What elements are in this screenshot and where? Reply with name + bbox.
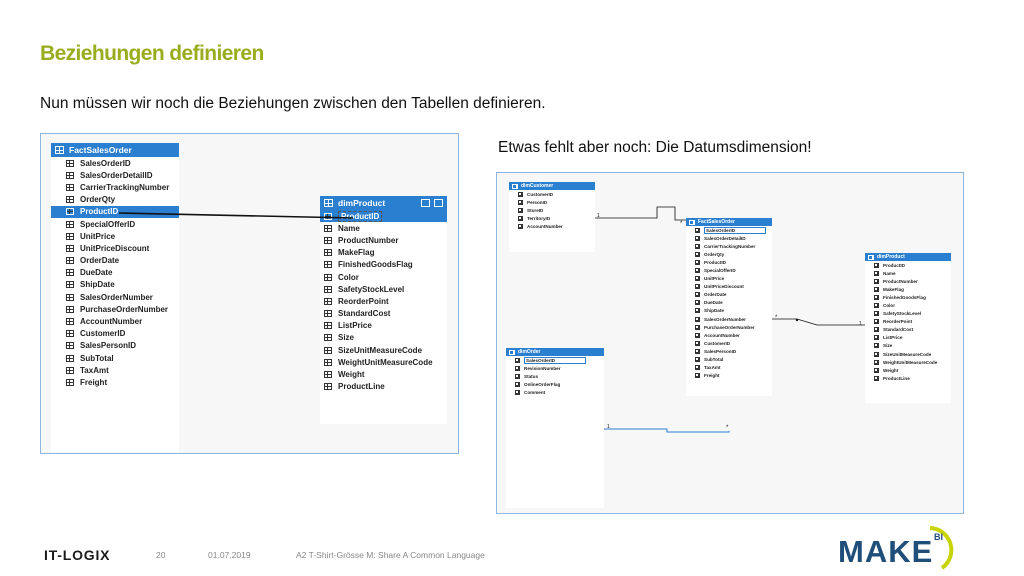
column-name: ProductID bbox=[80, 207, 119, 217]
cardinality-one: 1 bbox=[859, 321, 862, 327]
column-name: Freight bbox=[80, 377, 108, 387]
column-icon bbox=[518, 200, 523, 205]
column-name: SalesOrderID bbox=[704, 227, 766, 234]
column-icon bbox=[695, 317, 700, 322]
column-list bbox=[865, 261, 951, 382]
column-icon bbox=[874, 343, 879, 348]
column-name: FinishedGoodsFlag bbox=[883, 294, 926, 300]
column-row[interactable] bbox=[509, 198, 595, 206]
column-name: Weight bbox=[883, 367, 899, 373]
intro-text: Nun müssen wir noch die Beziehungen zwischen den Tabellen definieren. bbox=[40, 95, 546, 112]
column-icon bbox=[695, 373, 700, 378]
column-icon bbox=[695, 228, 700, 233]
column-name: RevisionNumber bbox=[524, 365, 561, 371]
column-row[interactable] bbox=[865, 277, 951, 285]
column-row[interactable] bbox=[686, 339, 772, 347]
column-name: Status bbox=[524, 373, 539, 379]
column-name: Color bbox=[338, 272, 359, 282]
column-name: CustomerID bbox=[80, 329, 126, 339]
column-name: DueDate bbox=[80, 268, 113, 278]
table-header[interactable] bbox=[506, 348, 604, 356]
column-name: UnitPrice bbox=[704, 276, 725, 282]
column-list bbox=[506, 356, 604, 396]
column-name: UnitPrice bbox=[80, 231, 116, 241]
column-row[interactable] bbox=[686, 323, 772, 331]
table-name: FactSalesOrder bbox=[69, 145, 132, 155]
column-row[interactable] bbox=[509, 214, 595, 222]
product-table[interactable] bbox=[865, 253, 951, 403]
column-name: WeightUnitMeasureCode bbox=[883, 359, 938, 365]
column-name: CustomerID bbox=[704, 340, 731, 346]
column-row[interactable] bbox=[686, 266, 772, 274]
column-row[interactable] bbox=[865, 358, 951, 366]
column-icon bbox=[515, 358, 520, 363]
table-name: dimProduct bbox=[338, 198, 386, 208]
column-icon bbox=[515, 374, 520, 379]
table-name: dimProduct bbox=[877, 254, 905, 260]
logo-bi: BI bbox=[934, 532, 943, 542]
column-icon bbox=[518, 208, 523, 213]
column-name: SubTotal bbox=[704, 357, 724, 363]
table-icon bbox=[689, 220, 695, 225]
column-name: StandardCost bbox=[338, 309, 391, 319]
column-row[interactable] bbox=[686, 226, 772, 234]
column-name: FinishedGoodsFlag bbox=[338, 260, 413, 270]
column-row[interactable] bbox=[506, 356, 604, 364]
column-icon bbox=[518, 224, 523, 229]
column-icon bbox=[518, 216, 523, 221]
column-name: SalesOrderID bbox=[524, 357, 586, 364]
column-list bbox=[686, 226, 772, 380]
column-row[interactable] bbox=[686, 299, 772, 307]
column-name: ProductID bbox=[883, 262, 905, 268]
column-name: CarrierTrackingNumber bbox=[704, 243, 756, 249]
column-icon bbox=[695, 284, 700, 289]
column-row[interactable] bbox=[865, 318, 951, 326]
column-row[interactable] bbox=[865, 366, 951, 374]
column-name: Color bbox=[883, 303, 895, 309]
table-name: dimCustomer bbox=[521, 183, 554, 189]
column-name: StandardCost bbox=[883, 327, 914, 333]
column-name: TerritoryID bbox=[527, 215, 551, 221]
column-row[interactable] bbox=[509, 206, 595, 214]
fact-table-right[interactable] bbox=[686, 218, 772, 396]
column-name: SpecialOfferID bbox=[704, 268, 736, 274]
column-name: OrderQty bbox=[704, 251, 725, 257]
column-row[interactable] bbox=[865, 374, 951, 382]
column-name: AccountNumber bbox=[80, 317, 143, 327]
slide-title: Beziehungen definieren bbox=[40, 42, 264, 65]
column-name: TaxAmt bbox=[704, 365, 721, 371]
column-name: ShipDate bbox=[704, 308, 724, 314]
column-icon bbox=[874, 360, 879, 365]
column-row[interactable] bbox=[865, 350, 951, 358]
column-name: UnitPriceDiscount bbox=[704, 284, 744, 290]
column-row[interactable] bbox=[506, 380, 604, 388]
column-icon bbox=[874, 303, 879, 308]
column-icon bbox=[874, 295, 879, 300]
table-header[interactable] bbox=[686, 218, 772, 226]
column-name: PurchaseOrderNumber bbox=[704, 324, 755, 330]
column-name: CustomerID bbox=[527, 191, 554, 197]
column-name: MakeFlag bbox=[883, 286, 904, 292]
footer-date: 01.07.2019 bbox=[208, 550, 251, 560]
footer-text: A2 T-Shirt-Grösse M: Share A Common Language bbox=[296, 550, 485, 560]
column-row[interactable] bbox=[509, 190, 595, 198]
column-row[interactable] bbox=[686, 372, 772, 380]
column-row[interactable] bbox=[865, 269, 951, 277]
column-name: SubTotal bbox=[80, 353, 114, 363]
column-name: SpecialOfferID bbox=[80, 219, 136, 229]
column-row[interactable] bbox=[686, 347, 772, 355]
table-name: FactSalesOrder bbox=[698, 219, 735, 225]
make-bi-logo bbox=[838, 524, 966, 572]
column-icon bbox=[874, 319, 879, 324]
column-name: SalesOrderDetailID bbox=[80, 170, 153, 180]
column-row[interactable] bbox=[686, 250, 772, 258]
column-row[interactable] bbox=[686, 283, 772, 291]
column-row[interactable] bbox=[865, 310, 951, 318]
column-name: SalesOrderID bbox=[80, 158, 131, 168]
column-icon bbox=[695, 349, 700, 354]
order-table[interactable] bbox=[506, 348, 604, 508]
column-icon bbox=[874, 335, 879, 340]
column-name: OrderDate bbox=[80, 256, 120, 266]
column-name: SizeUnitMeasureCode bbox=[338, 345, 423, 355]
column-name: Size bbox=[883, 343, 893, 349]
column-icon bbox=[874, 376, 879, 381]
column-icon bbox=[695, 244, 700, 249]
column-icon bbox=[695, 260, 700, 265]
column-name: ReorderPoint bbox=[338, 296, 389, 306]
column-icon bbox=[695, 300, 700, 305]
column-icon bbox=[695, 308, 700, 313]
column-name: ReorderPoint bbox=[883, 319, 913, 325]
column-name: OrderQty bbox=[80, 195, 116, 205]
column-name: StoreID bbox=[527, 207, 544, 213]
column-name: MakeFlag bbox=[338, 248, 375, 258]
logo-word: MAKE bbox=[838, 534, 934, 569]
column-icon bbox=[874, 311, 879, 316]
left-screenshot bbox=[40, 133, 459, 454]
column-icon bbox=[874, 279, 879, 284]
column-row[interactable] bbox=[865, 334, 951, 342]
column-row[interactable] bbox=[686, 315, 772, 323]
column-list bbox=[509, 190, 595, 230]
table-header[interactable] bbox=[509, 182, 595, 190]
table-icon bbox=[868, 255, 874, 260]
column-icon bbox=[695, 236, 700, 241]
column-icon bbox=[515, 382, 520, 387]
column-row[interactable] bbox=[506, 364, 604, 372]
column-icon bbox=[695, 341, 700, 346]
customer-table[interactable] bbox=[509, 182, 595, 252]
column-name: ShipDate bbox=[80, 280, 115, 290]
cardinality-many: * bbox=[775, 315, 778, 321]
table-icon bbox=[512, 184, 518, 189]
table-icon bbox=[509, 350, 515, 355]
column-row[interactable] bbox=[865, 342, 951, 350]
column-name: ProductLine bbox=[883, 375, 910, 381]
column-name: TaxAmt bbox=[80, 365, 109, 375]
column-name: Freight bbox=[704, 373, 720, 379]
cardinality-many: * bbox=[680, 221, 683, 227]
column-name: Comment bbox=[524, 389, 546, 395]
column-row[interactable] bbox=[686, 364, 772, 372]
column-name: ProductNumber bbox=[883, 278, 918, 284]
cardinality-one: 1 bbox=[607, 424, 610, 430]
column-icon bbox=[874, 352, 879, 357]
column-name: PurchaseOrderNumber bbox=[80, 304, 169, 314]
column-name: ListPrice bbox=[338, 321, 372, 331]
column-icon bbox=[874, 287, 879, 292]
column-name: SafetyStockLevel bbox=[338, 284, 405, 294]
column-icon bbox=[695, 365, 700, 370]
column-row[interactable] bbox=[686, 356, 772, 364]
column-name: UnitPriceDiscount bbox=[80, 243, 150, 253]
column-row[interactable] bbox=[686, 275, 772, 283]
column-name: Size bbox=[338, 333, 355, 343]
cardinality-one: 1 bbox=[597, 213, 600, 219]
column-row[interactable] bbox=[865, 301, 951, 309]
footer-brand-logo: IT-LOGIX bbox=[44, 547, 111, 563]
column-row[interactable] bbox=[865, 261, 951, 269]
column-name: WeightUnitMeasureCode bbox=[338, 357, 433, 367]
column-name: CarrierTrackingNumber bbox=[80, 182, 170, 192]
subtitle-text: Etwas fehlt aber noch: Die Datumsdimension! bbox=[498, 139, 812, 156]
column-name: SizeUnitMeasureCode bbox=[883, 351, 932, 357]
column-name: SalesPersonID bbox=[80, 341, 137, 351]
column-name: OrderDate bbox=[704, 292, 727, 298]
column-name: OnlineOrderFlag bbox=[524, 381, 561, 387]
column-icon bbox=[695, 357, 700, 362]
column-name: ProductLine bbox=[338, 382, 385, 392]
page-number: 20 bbox=[156, 550, 166, 560]
right-screenshot bbox=[496, 172, 964, 514]
column-name: Weight bbox=[338, 370, 365, 380]
column-name: DueDate bbox=[704, 300, 723, 306]
column-row[interactable] bbox=[686, 242, 772, 250]
column-icon bbox=[695, 276, 700, 281]
column-icon bbox=[874, 368, 879, 373]
column-name: ProductID bbox=[338, 211, 382, 222]
table-name: dimOrder bbox=[518, 349, 541, 355]
column-name: SalesOrderNumber bbox=[80, 292, 153, 302]
column-name: SalesPersonID bbox=[704, 348, 737, 354]
column-row[interactable] bbox=[506, 372, 604, 380]
column-row[interactable] bbox=[686, 258, 772, 266]
column-name: ProductID bbox=[704, 259, 726, 265]
column-name: Name bbox=[883, 270, 896, 276]
column-icon bbox=[515, 390, 520, 395]
column-row[interactable] bbox=[686, 331, 772, 339]
column-icon bbox=[874, 271, 879, 276]
column-row[interactable] bbox=[865, 326, 951, 334]
column-icon bbox=[874, 327, 879, 332]
column-name: SalesOrderNumber bbox=[704, 316, 746, 322]
column-icon bbox=[695, 268, 700, 273]
column-name: PersonID bbox=[527, 199, 548, 205]
column-row[interactable] bbox=[509, 222, 595, 230]
column-row[interactable] bbox=[686, 291, 772, 299]
column-row[interactable] bbox=[506, 388, 604, 396]
column-name: Name bbox=[338, 223, 360, 233]
column-name: SafetyStockLevel bbox=[883, 311, 922, 317]
column-name: SalesOrderDetailID bbox=[704, 235, 746, 241]
column-icon bbox=[874, 263, 879, 268]
column-icon bbox=[518, 192, 523, 197]
column-name: AccountNumber bbox=[527, 223, 563, 229]
column-icon bbox=[515, 366, 520, 371]
column-row[interactable] bbox=[686, 234, 772, 242]
column-row[interactable] bbox=[865, 293, 951, 301]
column-icon bbox=[695, 333, 700, 338]
relationship-drag-line bbox=[41, 134, 459, 454]
column-row[interactable] bbox=[865, 285, 951, 293]
table-header[interactable] bbox=[865, 253, 951, 261]
column-name: ListPrice bbox=[883, 335, 903, 341]
column-icon bbox=[695, 252, 700, 257]
column-icon bbox=[695, 292, 700, 297]
cardinality-many: * bbox=[726, 425, 729, 431]
column-name: AccountNumber bbox=[704, 332, 740, 338]
column-icon bbox=[695, 325, 700, 330]
column-row[interactable] bbox=[686, 307, 772, 315]
column-name: ProductNumber bbox=[338, 235, 399, 245]
